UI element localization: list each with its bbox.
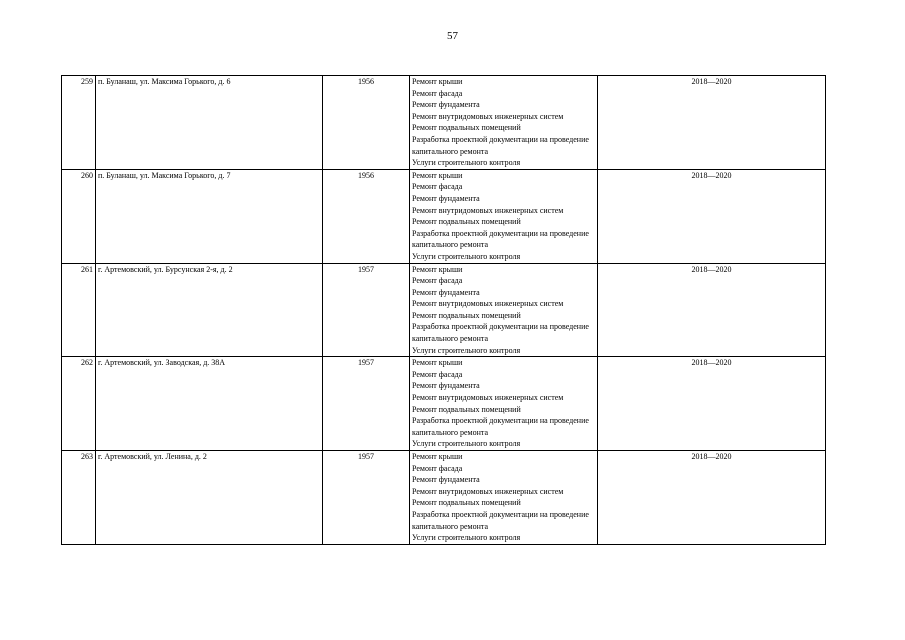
planned-period: 2018—2020 <box>598 169 826 263</box>
work-item: Ремонт фасада <box>412 369 463 379</box>
building-address: г. Артемовский, ул. Бурсунская 2-я, д. 2 <box>96 263 323 357</box>
work-item: Ремонт внутридомовых инженерных систем <box>412 111 564 121</box>
planned-period: 2018—2020 <box>598 357 826 451</box>
work-item: Ремонт крыши <box>412 358 463 368</box>
table-row <box>62 451 826 545</box>
construction-year: 1956 <box>323 169 410 263</box>
row-number: 260 <box>62 169 96 263</box>
work-item: Разработка проектной документации на проведение капитального ремонта <box>412 134 589 156</box>
work-item: Ремонт фасада <box>412 463 463 473</box>
work-item: Ремонт подвальных помещений <box>412 404 521 414</box>
work-item: Ремонт фасада <box>412 88 463 98</box>
work-item: Ремонт крыши <box>412 77 463 86</box>
work-item: Ремонт фундамента <box>412 100 480 110</box>
work-item: Разработка проектной документации на проведение капитального ремонта <box>412 228 589 250</box>
row-number: 262 <box>62 357 96 451</box>
row-number: 259 <box>62 76 96 170</box>
work-item: Ремонт крыши <box>412 452 463 461</box>
table-row <box>62 169 826 263</box>
work-item: Услуги строительного контроля <box>412 345 521 355</box>
works-list <box>410 263 598 357</box>
works-list <box>410 451 598 545</box>
work-item: Услуги строительного контроля <box>412 158 521 168</box>
work-item: Ремонт фасада <box>412 276 463 286</box>
construction-year: 1957 <box>323 357 410 451</box>
table-row <box>62 76 826 170</box>
work-item: Ремонт подвальных помещений <box>412 310 521 320</box>
building-address: п. Буланаш, ул. Максима Горького, д. 7 <box>96 169 323 263</box>
building-address: п. Буланаш, ул. Максима Горького, д. 6 <box>96 76 323 170</box>
work-item: Ремонт фундамента <box>412 381 480 391</box>
page-number: 57 <box>447 30 458 42</box>
repair-schedule-table <box>61 75 826 545</box>
work-item: Разработка проектной документации на проведение капитального ремонта <box>412 509 589 531</box>
work-item: Ремонт крыши <box>412 170 463 180</box>
building-address: г. Артемовский, ул. Ленина, д. 2 <box>96 451 323 545</box>
table-row <box>62 263 826 357</box>
work-item: Ремонт фундамента <box>412 287 480 297</box>
work-item: Ремонт подвальных помещений <box>412 217 521 227</box>
planned-period: 2018—2020 <box>598 451 826 545</box>
construction-year: 1957 <box>323 451 410 545</box>
work-item: Ремонт внутридомовых инженерных систем <box>412 486 564 496</box>
work-item: Ремонт внутридомовых инженерных систем <box>412 393 564 403</box>
construction-year: 1956 <box>323 76 410 170</box>
planned-period: 2018—2020 <box>598 263 826 357</box>
work-item: Услуги строительного контроля <box>412 439 521 449</box>
work-item: Ремонт подвальных помещений <box>412 123 521 133</box>
work-item: Ремонт фундамента <box>412 193 480 203</box>
work-item: Разработка проектной документации на проведение капитального ремонта <box>412 416 589 437</box>
work-item: Ремонт внутридомовых инженерных систем <box>412 205 564 215</box>
work-item: Ремонт фасада <box>412 182 463 192</box>
work-item: Разработка проектной документации на проведение капитального ремонта <box>412 322 589 344</box>
works-list <box>410 76 598 170</box>
planned-period: 2018—2020 <box>598 76 826 170</box>
construction-year: 1957 <box>323 263 410 357</box>
works-list <box>410 169 598 263</box>
works-list <box>410 357 598 451</box>
work-item: Ремонт внутридомовых инженерных систем <box>412 299 564 309</box>
table-row <box>62 357 826 451</box>
row-number: 263 <box>62 451 96 545</box>
work-item: Ремонт подвальных помещений <box>412 498 521 508</box>
work-item: Услуги строительного контроля <box>412 533 521 543</box>
row-number: 261 <box>62 263 96 357</box>
work-item: Ремонт фундамента <box>412 475 480 485</box>
work-item: Услуги строительного контроля <box>412 251 521 261</box>
building-address: г. Артемовский, ул. Заводская, д. 38А <box>96 357 323 451</box>
work-item: Ремонт крыши <box>412 264 463 274</box>
